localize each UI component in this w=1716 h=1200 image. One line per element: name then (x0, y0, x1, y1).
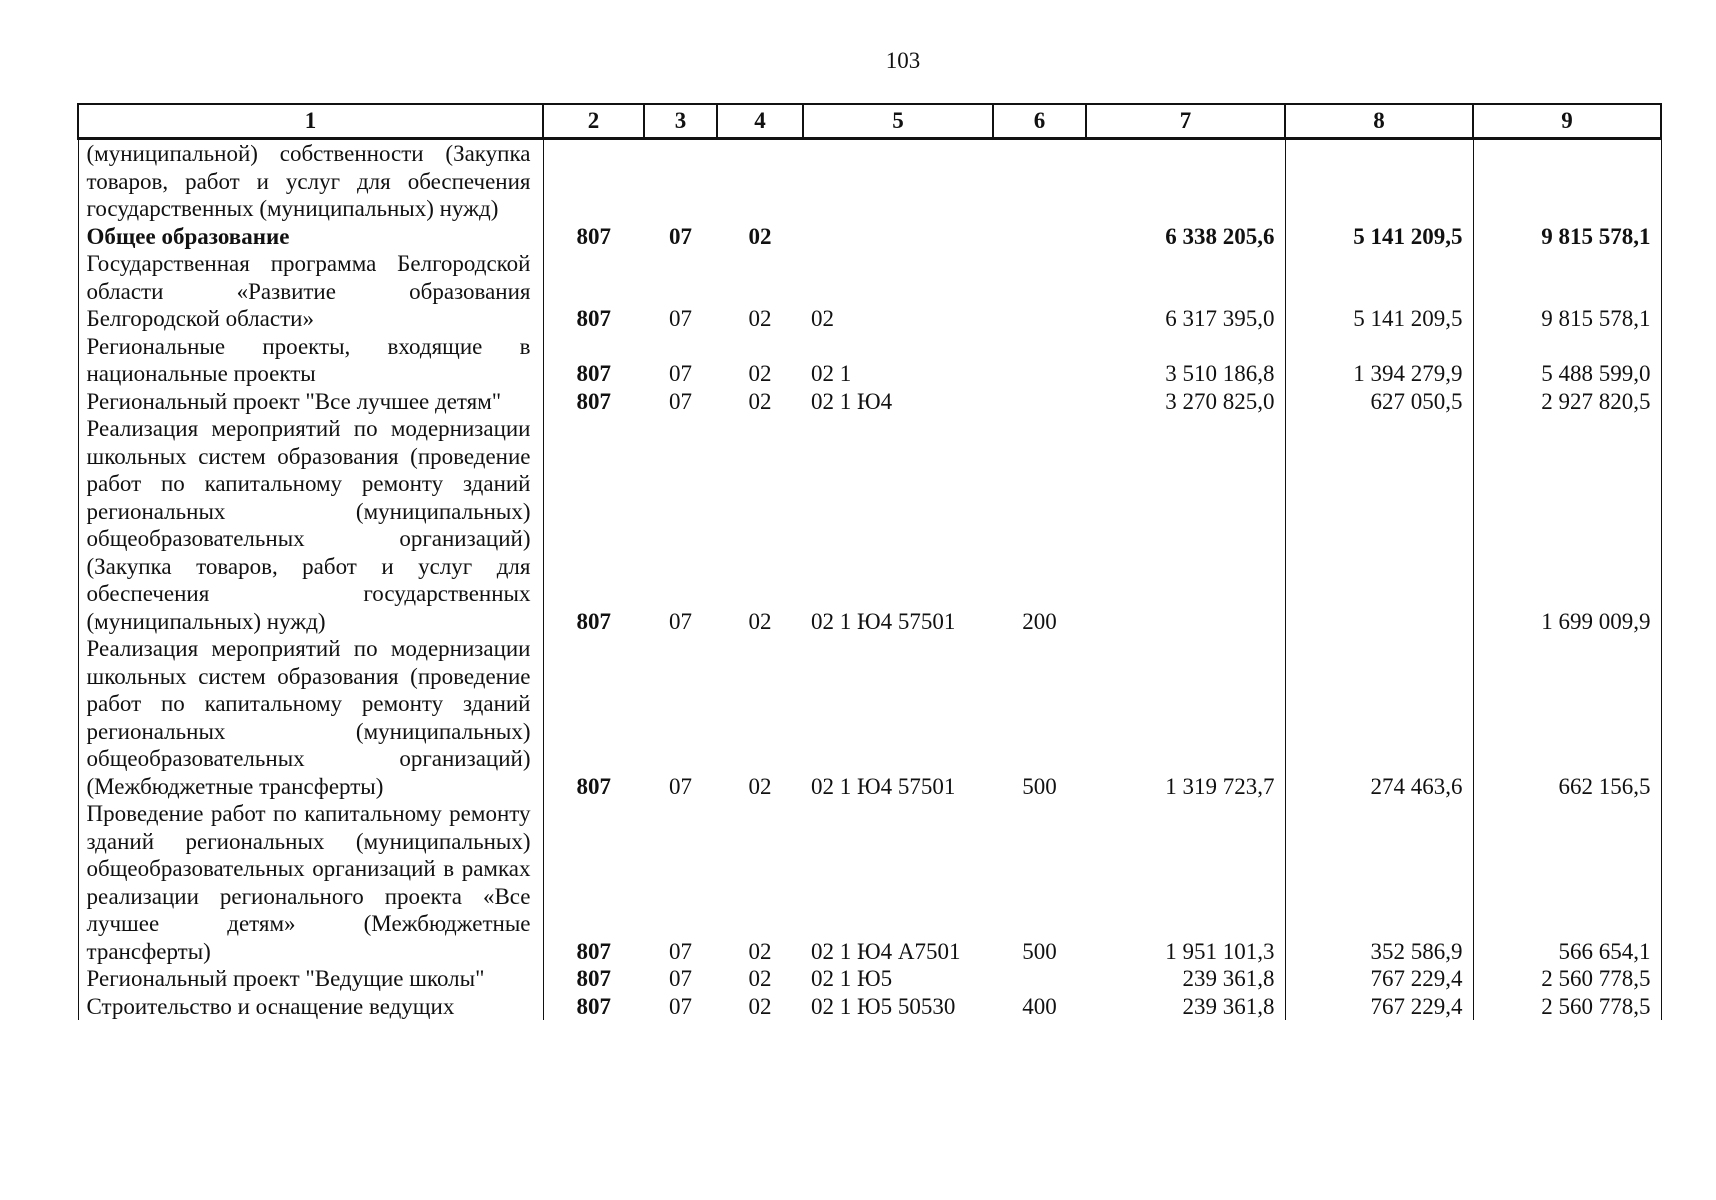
target-item-code: 02 1 Ю5 50530 (811, 993, 956, 1019)
column-header: 9 (1473, 104, 1661, 139)
target-item-code: 02 1 Ю4 57501 (811, 773, 956, 799)
amount-col-9: 1 699 009,9 (1473, 415, 1661, 635)
expense-type-code: 500 (1022, 938, 1057, 964)
subsection-code: 02 (748, 966, 772, 991)
chapter-code: 807 (543, 800, 644, 965)
amount-col-9: 5 488 599,0 (1473, 333, 1661, 388)
expense-type-code (993, 388, 1086, 416)
header-row (78, 104, 1661, 139)
amount-col-7: 3 270 825,0 (1086, 388, 1285, 416)
chapter-code: 807 (543, 415, 644, 635)
amount-col-9: 9 815 578,1 (1473, 223, 1661, 251)
chapter-code: 807 (543, 388, 644, 416)
expense-type-code: 400 (1022, 993, 1057, 1019)
table-row (78, 635, 1661, 800)
row-name: Общее образование (78, 223, 543, 251)
section-code (644, 139, 717, 223)
subsection-code: 02 (748, 773, 772, 799)
page-number: 103 (885, 48, 921, 73)
column-header: 6 (993, 104, 1086, 139)
target-item-code (803, 139, 993, 223)
target-item-code: 02 1 (811, 361, 852, 386)
row-name: Реализация мероприятий по модернизации школьных систем образования (проведение работ по капитальному ремонту зданий региональных (муниципальных) общеобразовательных организаций) (Закупка товаров, работ и услуг для обеспечения государственных (муниципальных) нужд) (78, 415, 543, 635)
chapter-code: 807 (543, 250, 644, 333)
amount-col-8: 5 141 209,5 (1285, 250, 1473, 333)
target-item-code: 02 1 Ю4 57501 (811, 608, 956, 634)
table-row (78, 965, 1661, 993)
subsection-code: 02 (748, 938, 772, 964)
table-row (78, 800, 1661, 965)
amount-col-9: 2 927 820,5 (1473, 388, 1661, 416)
amount-col-7: 6 338 205,6 (1086, 223, 1285, 251)
table-row (78, 139, 1661, 223)
column-header: 4 (717, 104, 803, 139)
section-code: 07 (669, 938, 692, 964)
subsection-code: 02 (748, 223, 772, 249)
section-code: 07 (669, 966, 692, 991)
row-name: Государственная программа Белгородской области «Развитие образования Белгородской области» (78, 250, 543, 333)
table-row (78, 415, 1661, 635)
column-header: 2 (543, 104, 644, 139)
table-row (78, 993, 1661, 1021)
column-header: 1 (78, 104, 543, 139)
amount-col-8: 352 586,9 (1285, 800, 1473, 965)
row-name: Региональные проекты, входящие в национальные проекты (78, 333, 543, 388)
subsection-code: 02 (748, 361, 772, 386)
amount-col-8: 767 229,4 (1285, 993, 1473, 1021)
section-code: 07 (669, 388, 692, 414)
target-item-code (803, 223, 993, 251)
amount-col-7: 3 510 186,8 (1086, 333, 1285, 388)
chapter-code (543, 139, 644, 223)
expense-type-code: 200 (1022, 608, 1057, 634)
section-code: 07 (669, 306, 692, 331)
amount-col-9: 2 560 778,5 (1473, 965, 1661, 993)
amount-col-8: 627 050,5 (1285, 388, 1473, 416)
table-row (78, 250, 1661, 333)
target-item-code: 02 1 Ю4 А7501 (811, 938, 961, 964)
amount-col-7: 1 319 723,7 (1086, 635, 1285, 800)
section-code: 07 (669, 608, 692, 634)
table-row (78, 388, 1661, 416)
subsection-code: 02 (748, 388, 772, 414)
table-row (78, 223, 1661, 251)
row-name: Региональный проект "Ведущие школы" (78, 965, 543, 993)
row-name: Реализация мероприятий по модернизации школьных систем образования (проведение работ по капитальному ремонту зданий региональных (муниципальных) общеобразовательных организаций) (Межбюджетные трансферты) (78, 635, 543, 800)
section-code: 07 (669, 361, 692, 386)
amount-col-8: 274 463,6 (1285, 635, 1473, 800)
target-item-code: 02 1 Ю4 (811, 388, 893, 414)
chapter-code: 807 (543, 965, 644, 993)
row-name: Строительство и оснащение ведущих (78, 993, 543, 1021)
column-header: 5 (803, 104, 993, 139)
amount-col-7 (1086, 139, 1285, 223)
amount-col-9: 2 560 778,5 (1473, 993, 1661, 1021)
amount-col-8: 5 141 209,5 (1285, 223, 1473, 251)
row-name: Региональный проект "Все лучшее детям" (78, 388, 543, 416)
subsection-code (717, 139, 803, 223)
expense-type-code (993, 139, 1086, 223)
expense-type-code (993, 223, 1086, 251)
amount-col-7: 1 951 101,3 (1086, 800, 1285, 965)
column-header: 7 (1086, 104, 1285, 139)
amount-col-7: 6 317 395,0 (1086, 250, 1285, 333)
expense-type-code: 500 (1022, 773, 1057, 799)
section-code: 07 (669, 993, 692, 1019)
amount-col-8: 767 229,4 (1285, 965, 1473, 993)
subsection-code: 02 (748, 608, 772, 634)
section-code: 07 (669, 223, 692, 249)
amount-col-9: 662 156,5 (1473, 635, 1661, 800)
amount-col-9 (1473, 139, 1661, 223)
amount-col-8: 1 394 279,9 (1285, 333, 1473, 388)
target-item-code: 02 1 Ю5 (811, 966, 893, 991)
chapter-code: 807 (543, 223, 644, 251)
amount-col-7 (1086, 415, 1285, 635)
target-item-code: 02 (811, 306, 834, 331)
subsection-code: 02 (748, 993, 772, 1019)
expense-type-code (993, 965, 1086, 993)
expense-type-code (993, 333, 1086, 388)
section-code: 07 (669, 773, 692, 799)
chapter-code: 807 (543, 993, 644, 1021)
amount-col-8 (1285, 415, 1473, 635)
subsection-code: 02 (748, 306, 772, 331)
amount-col-8 (1285, 139, 1473, 223)
amount-col-9: 566 654,1 (1473, 800, 1661, 965)
column-header: 3 (644, 104, 717, 139)
amount-col-9: 9 815 578,1 (1473, 250, 1661, 333)
chapter-code: 807 (543, 333, 644, 388)
amount-col-7: 239 361,8 (1086, 993, 1285, 1021)
table-row (78, 333, 1661, 388)
budget-table (77, 103, 1662, 1020)
expense-type-code (993, 250, 1086, 333)
amount-col-7: 239 361,8 (1086, 965, 1285, 993)
row-name: (муниципальной) собственности (Закупка товаров, работ и услуг для обеспечения государственных (муниципальных) нужд) (78, 139, 543, 223)
row-name: Проведение работ по капитальному ремонту зданий региональных (муниципальных) общеобразовательных организаций в рамках реализации регионального проекта «Все лучшее детям» (Межбюджетные трансферты) (78, 800, 543, 965)
chapter-code: 807 (543, 635, 644, 800)
column-header: 8 (1285, 104, 1473, 139)
